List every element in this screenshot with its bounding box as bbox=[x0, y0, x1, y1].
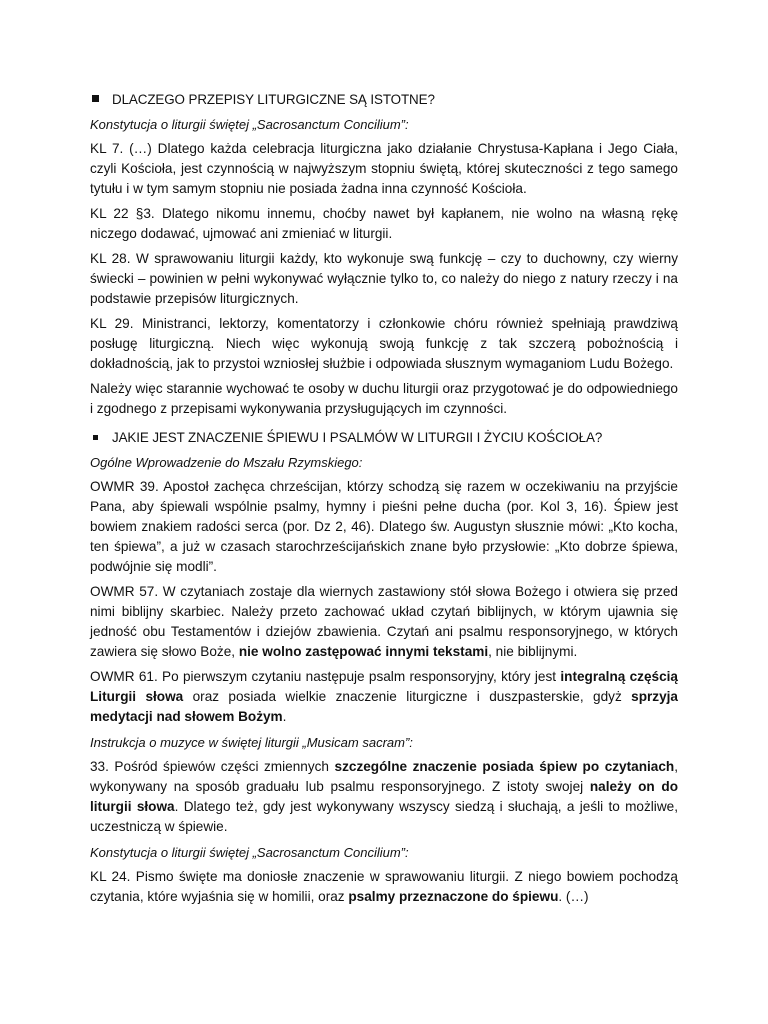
paragraph-text: . Dlatego też, gdy jest wykonywany wszyscy siedzą i słuchają, a jeśli to możliwe, uczestniczą w śpiewie. bbox=[90, 799, 678, 834]
document-page bbox=[90, 90, 678, 912]
paragraph bbox=[90, 204, 678, 244]
paragraph bbox=[90, 667, 678, 727]
source-citation: Ogólne Wprowadzenie do Mszału Rzymskiego: bbox=[90, 455, 363, 470]
paragraph-text: 33. Pośród śpiewów części zmiennych bbox=[90, 759, 335, 774]
paragraph bbox=[90, 757, 678, 837]
section-body bbox=[90, 867, 678, 907]
emphasis-text: psalmy przeznaczone do śpiewu bbox=[348, 889, 559, 904]
square-bullet-icon bbox=[92, 95, 99, 102]
emphasis-text: należy on do liturgii słowa bbox=[90, 779, 679, 814]
paragraph-text: . (…) bbox=[558, 889, 589, 904]
paragraph-text: OWMR 39. Apostoł zachęca chrześcijan, którzy schodzą się razem w oczekiwaniu na przyjście Pana, aby śpiewali wspólnie psalmy, hymny i pieśni pełne ducha (por. Kol 3, 16). Śpiew jest bowiem znakiem radości serca (por. Dz 2, 46). Dlatego św. Augustyn słusznie mówi: „Kto kocha, ten śpiewa”, a już w czasach starochrześcijańskich znane było przysłowie: „Kto dobrze śpiewa, podwójnie się modli”. bbox=[90, 479, 678, 574]
section-body bbox=[90, 757, 678, 837]
section-heading bbox=[90, 428, 678, 448]
paragraph-text: , nie biblijnymi. bbox=[488, 644, 578, 659]
paragraph-text: OWMR 61. Po pierwszym czytaniu następuje psalm responsoryjny, który jest bbox=[90, 669, 561, 684]
source-citation: Konstytucja o liturgii świętej „Sacrosanctum Concilium”: bbox=[90, 845, 409, 860]
square-bullet-icon bbox=[93, 435, 98, 440]
paragraph bbox=[90, 477, 678, 577]
paragraph-text: KL 22 §3. Dlatego nikomu innemu, choćby nawet był kapłanem, nie wolno na własną rękę niczego dodawać, ujmować ani zmieniać w liturgii. bbox=[90, 206, 678, 241]
emphasis-text: szczególne znaczenie posiada śpiew po czytaniach bbox=[334, 759, 675, 774]
source-citation: Konstytucja o liturgii świętej „Sacrosanctum Concilium”: bbox=[90, 117, 409, 132]
paragraph-text: KL 7. (…) Dlatego każda celebracja liturgiczna jako działanie Chrystusa-Kapłana i Jego Ciała, czyli Kościoła, jest czynnością w najwyższym stopniu świętą, której skuteczności z tego samego tytułu i w tym samym stopniu nie posiada żadna inna czynność Kościoła. bbox=[90, 141, 678, 196]
paragraph-text: KL 29. Ministranci, lektorzy, komentatorzy i członkowie chóru również spełniają prawdziwą posługę liturgiczną. Niech więc wykonują swoją funkcję z tak szczerą pobożnością i dokładnością, jak to przystoi wzniosłej służbie i odpowiada słusznym wymaganiom Ludu Bożego. bbox=[90, 316, 678, 371]
emphasis-text: integralną częścią Liturgii słowa bbox=[90, 669, 678, 704]
paragraph-text: , wykonywany na sposób graduału lub psalmu responsoryjnego. Z istoty swojej bbox=[90, 759, 678, 794]
heading-text: DLACZEGO PRZEPISY LITURGICZNE SĄ ISTOTNE? bbox=[112, 92, 435, 107]
paragraph-text: KL 28. W sprawowaniu liturgii każdy, kto wykonuje swą funkcję – czy to duchowny, czy wierny świecki – powinien w pełni wykonywać wyłącznie tylko to, co należy do niego z natury rzeczy i na podstawie przepisów liturgicznych. bbox=[90, 251, 678, 306]
section-body bbox=[90, 477, 678, 727]
heading-text: JAKIE JEST ZNACZENIE ŚPIEWU I PSALMÓW W LITURGII I ŻYCIU KOŚCIOŁA? bbox=[112, 430, 603, 445]
section-heading bbox=[90, 90, 678, 110]
paragraph-text: . bbox=[282, 709, 287, 724]
emphasis-text: nie wolno zastępować innymi tekstami bbox=[238, 644, 489, 659]
paragraph bbox=[90, 582, 678, 662]
paragraph-text: KL 24. Pismo święte ma doniosłe znaczenie w sprawowaniu liturgii. Z niego bowiem pochodzą czytania, które wyjaśnia się w homilii, oraz bbox=[90, 869, 678, 904]
emphasis-text: sprzyja medytacji nad słowem Bożym bbox=[90, 689, 678, 724]
paragraph-text: oraz posiada wielkie znaczenie liturgiczne i duszpasterskie, gdyż bbox=[183, 689, 632, 704]
paragraph bbox=[90, 867, 678, 907]
source-citation: Instrukcja o muzyce w świętej liturgii „Musicam sacram”: bbox=[90, 735, 413, 750]
paragraph bbox=[90, 139, 678, 199]
paragraph-text: Należy więc starannie wychować te osoby w duchu liturgii oraz przygotować je do odpowiedniego i zgodnego z przepisami wykonywania przysługujących im czynności. bbox=[90, 381, 678, 416]
paragraph bbox=[90, 314, 678, 374]
section-body bbox=[90, 139, 678, 419]
paragraph bbox=[90, 249, 678, 309]
paragraph bbox=[90, 379, 678, 419]
paragraph-text: OWMR 57. W czytaniach zostaje dla wiernych zastawiony stół słowa Bożego i otwiera się przed nimi biblijny skarbiec. Należy przeto zachować układ czytań biblijnych, w którym ujawnia się jedność obu Testamentów i dziejów zbawienia. Czytań ani psalmu responsoryjnego, w których zawiera się słowo Boże, bbox=[90, 584, 678, 659]
